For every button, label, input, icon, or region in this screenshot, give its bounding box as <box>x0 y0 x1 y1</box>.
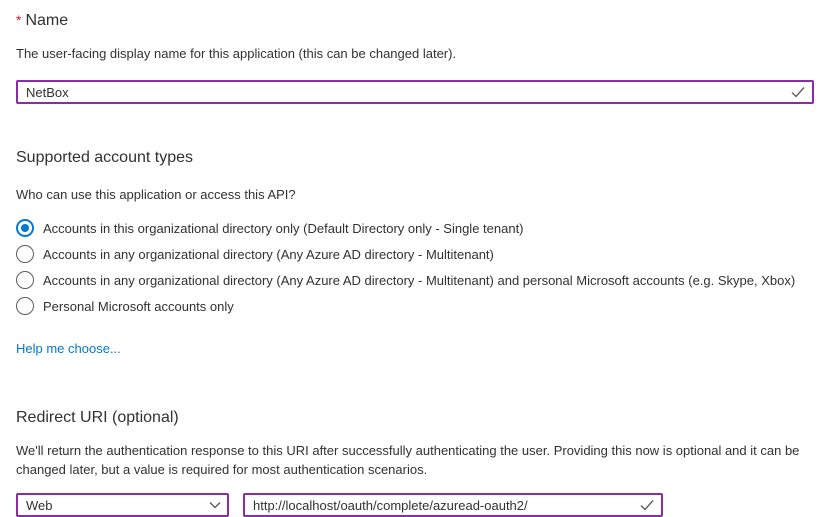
radio-button-icon[interactable] <box>16 245 34 263</box>
name-input-wrap <box>16 80 814 104</box>
platform-select[interactable] <box>16 493 229 517</box>
radio-button-icon[interactable] <box>16 219 34 237</box>
radio-option-label: Accounts in any organizational directory (Any Azure AD directory - Multitenant) and personal Microsoft accounts (e.g. Skype, Xbox) <box>43 272 796 288</box>
radio-option-personal-only[interactable] <box>16 293 813 319</box>
radio-option-multitenant[interactable] <box>16 241 813 267</box>
section-spacer <box>16 104 813 148</box>
radio-button-icon[interactable] <box>16 297 34 315</box>
account-types-question: Who can use this application or access this API? <box>16 187 296 202</box>
account-types-radio-group <box>16 215 813 319</box>
redirect-uri-heading: Redirect URI (optional) <box>16 409 179 426</box>
redirect-uri-description: We'll return the authentication response to this URI after successfully authenticating the user. Providing this now is optional and it can be changed later, but a value is required for most authentication scenarios. <box>16 443 800 477</box>
redirect-uri-input[interactable] <box>243 493 663 517</box>
platform-select-wrap <box>16 493 229 517</box>
name-section-heading <box>16 10 813 31</box>
redirect-uri-input-wrap <box>243 493 663 517</box>
name-label: Name <box>25 12 69 29</box>
redirect-uri-row <box>16 493 813 517</box>
radio-button-icon[interactable] <box>16 271 34 289</box>
required-asterisk: * <box>16 12 22 28</box>
radio-option-single-tenant[interactable] <box>16 215 813 241</box>
name-description: The user-facing display name for this application (this can be changed later). <box>16 46 457 61</box>
radio-option-multitenant-personal[interactable] <box>16 267 813 293</box>
platform-select-value: Web <box>26 497 53 513</box>
help-me-choose-link[interactable]: Help me choose... <box>16 341 121 356</box>
radio-option-label: Personal Microsoft accounts only <box>43 298 234 314</box>
name-input[interactable] <box>16 80 814 104</box>
account-types-heading: Supported account types <box>16 149 194 166</box>
radio-option-label: Accounts in this organizational directory only (Default Directory only - Single tenant) <box>43 220 524 236</box>
radio-option-label: Accounts in any organizational directory (Any Azure AD directory - Multitenant) <box>43 246 494 262</box>
